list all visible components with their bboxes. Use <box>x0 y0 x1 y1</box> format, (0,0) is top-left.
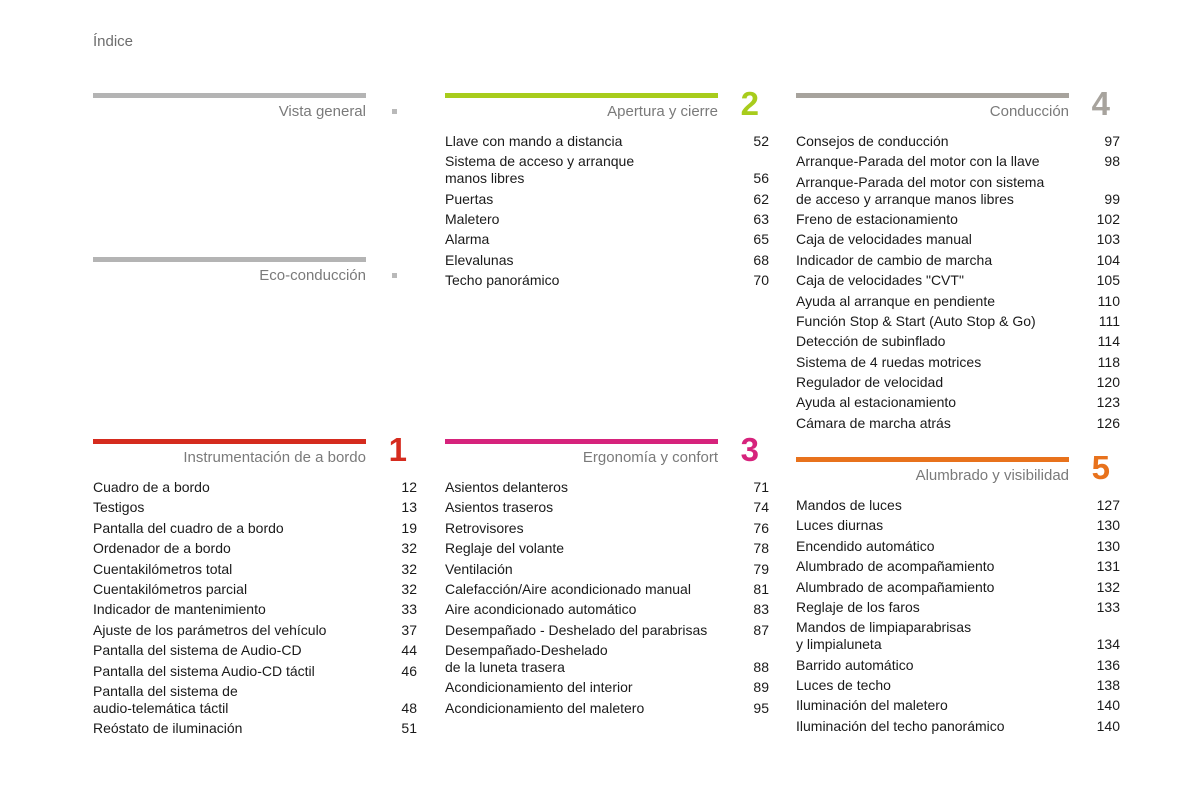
toc-entry-label: Caja de velocidades manual <box>796 231 972 248</box>
section-color-bar <box>445 93 718 98</box>
toc-entry-page: 52 <box>753 133 769 149</box>
toc-entry[interactable] <box>796 538 1120 558</box>
toc-entry-page: 12 <box>401 479 417 495</box>
section-color-bar <box>796 93 1069 98</box>
toc-entry-label: Caja de velocidades "CVT" <box>796 272 964 289</box>
toc-entry-page: 56 <box>753 170 769 187</box>
section-title: Ergonomía y confort <box>582 449 718 466</box>
toc-entry-page: 89 <box>753 679 769 696</box>
toc-entry-page: 118 <box>1097 353 1120 370</box>
toc-entry-page: 104 <box>1096 251 1120 268</box>
toc-entry[interactable] <box>93 622 417 642</box>
toc-entry[interactable] <box>796 153 1120 173</box>
toc-entry-label: Testigos <box>93 499 145 516</box>
toc-entry[interactable] <box>796 415 1120 435</box>
toc-entry-page: 138 <box>1096 676 1120 693</box>
toc-entry-label: Encendido automático <box>796 537 935 554</box>
toc-entry-label: Sistema de acceso y arranque manos libres <box>445 153 635 187</box>
toc-entry[interactable] <box>796 231 1120 251</box>
toc-entry-page: 132 <box>1096 578 1120 595</box>
section-color-bar <box>796 457 1069 462</box>
toc-entry-page: 32 <box>401 580 417 597</box>
toc-entry-label: Pantalla del sistema de audio-telemática táctil <box>93 682 238 716</box>
section-number: 4 <box>1091 85 1110 122</box>
toc-entry-label: Aire acondicionado automático <box>445 601 637 618</box>
toc-entry-label: Puertas <box>445 190 494 207</box>
toc-entry-label: Arranque-Parada del motor con la llave <box>796 153 1040 170</box>
section-title: Eco-conducción <box>259 267 366 284</box>
toc-entry-label: Reglaje de los faros <box>796 598 920 615</box>
section-color-bar <box>93 439 366 444</box>
toc-entry-label: Acondicionamiento del maletero <box>445 699 645 716</box>
toc-entry[interactable] <box>445 479 769 499</box>
toc-entry[interactable] <box>796 133 1120 153</box>
toc-entry-page: 95 <box>753 699 769 716</box>
toc-entry[interactable] <box>796 333 1120 353</box>
toc-entry-page: 105 <box>1096 272 1120 289</box>
section-header[interactable] <box>93 257 417 297</box>
toc-entry-label: Alarma <box>445 231 490 248</box>
toc-entry[interactable] <box>93 479 417 499</box>
toc-entry-page: 63 <box>753 210 769 227</box>
toc-entry-page: 97 <box>1104 133 1120 149</box>
section-header[interactable] <box>796 449 1120 497</box>
section-number: 5 <box>1091 449 1110 486</box>
toc-entry-label: Reóstato de iluminación <box>93 720 243 737</box>
toc-entry[interactable] <box>796 313 1120 333</box>
toc-entry-page: 140 <box>1096 717 1120 734</box>
section-number: 1 <box>388 431 407 468</box>
toc-entry-label: Ventilación <box>445 560 513 577</box>
section-apertura-y-cierre <box>445 85 769 293</box>
toc-entry-label: Luces diurnas <box>796 517 884 534</box>
toc-entry-label: Cámara de marcha atrás <box>796 414 951 431</box>
toc-entry-page: 99 <box>1104 190 1120 207</box>
section-header[interactable] <box>445 431 769 479</box>
toc-entry-label: Maletero <box>445 210 500 227</box>
toc-entry-page: 32 <box>401 540 417 557</box>
toc-entry-label: Indicador de cambio de marcha <box>796 251 993 268</box>
section-color-bar <box>445 439 718 444</box>
toc-entry-page: 68 <box>753 251 769 268</box>
section-instrumentacion <box>93 431 417 740</box>
toc-entry-page: 46 <box>401 662 417 679</box>
toc-entry[interactable] <box>445 252 769 272</box>
toc-entry[interactable] <box>445 191 769 211</box>
toc-entry[interactable] <box>796 374 1120 394</box>
toc-entry-label: Asientos traseros <box>445 499 554 516</box>
toc-entry[interactable] <box>445 622 769 642</box>
section-title: Alumbrado y visibilidad <box>915 467 1069 484</box>
toc-entry-page: 44 <box>401 642 417 659</box>
toc-entry-page: 120 <box>1096 374 1120 391</box>
toc-entry[interactable] <box>796 517 1120 537</box>
toc-entry-page: 103 <box>1096 231 1120 248</box>
toc-entry-page: 65 <box>753 231 769 248</box>
toc-entry[interactable] <box>93 561 417 581</box>
entry-list <box>93 479 417 740</box>
entry-list <box>796 497 1120 738</box>
toc-entry-page: 19 <box>401 519 417 536</box>
toc-entry-label: Ordenador de a bordo <box>93 540 231 557</box>
toc-entry[interactable] <box>796 354 1120 374</box>
toc-entry[interactable] <box>796 174 1120 211</box>
toc-entry-label: Función Stop & Start (Auto Stop & Go) <box>796 312 1036 329</box>
toc-entry-label: Techo panorámico <box>445 272 560 289</box>
toc-entry[interactable] <box>445 133 769 153</box>
toc-entry-page: 133 <box>1096 598 1120 615</box>
toc-entry-label: Retrovisores <box>445 519 524 536</box>
toc-entry[interactable] <box>796 579 1120 599</box>
toc-entry[interactable] <box>796 252 1120 272</box>
toc-entry[interactable] <box>796 558 1120 578</box>
toc-entry-label: Cuentakilómetros total <box>93 560 233 577</box>
toc-entry-label: Reglaje del volante <box>445 540 565 557</box>
toc-entry-label: Ayuda al estacionamiento <box>796 394 957 411</box>
section-color-bar <box>93 93 366 98</box>
section-number: 2 <box>740 85 759 122</box>
section-header[interactable] <box>445 85 769 133</box>
toc-entry[interactable] <box>93 663 417 683</box>
toc-entry-page: 87 <box>753 621 769 638</box>
toc-entry-label: Llave con mando a distancia <box>445 133 623 149</box>
toc-entry-page: 130 <box>1096 537 1120 554</box>
section-header[interactable] <box>93 93 417 133</box>
section-marker-icon <box>392 273 397 278</box>
toc-entry[interactable] <box>93 581 417 601</box>
toc-entry-page: 114 <box>1097 333 1120 350</box>
toc-entry-page: 131 <box>1096 558 1120 575</box>
toc-entry[interactable] <box>796 394 1120 414</box>
toc-entry[interactable] <box>796 211 1120 231</box>
toc-entry-page: 123 <box>1096 394 1120 411</box>
toc-entry-label: Calefacción/Aire acondicionado manual <box>445 580 691 597</box>
toc-entry[interactable] <box>445 231 769 251</box>
toc-entry-label: Cuentakilómetros parcial <box>93 580 248 597</box>
toc-entry[interactable] <box>796 657 1120 677</box>
section-marker-icon <box>392 109 397 114</box>
toc-entry[interactable] <box>445 153 769 190</box>
toc-entry-page: 126 <box>1096 414 1120 431</box>
toc-entry[interactable] <box>445 520 769 540</box>
toc-entry[interactable] <box>93 642 417 662</box>
toc-entry-label: Regulador de velocidad <box>796 374 944 391</box>
entry-list <box>445 133 769 293</box>
toc-entry[interactable] <box>796 272 1120 292</box>
toc-entry-label: Consejos de conducción <box>796 133 949 149</box>
section-color-bar <box>93 257 366 262</box>
toc-entry-page: 127 <box>1096 497 1120 513</box>
toc-entry[interactable] <box>93 720 417 740</box>
section-conduccion <box>796 85 1120 435</box>
toc-entry-label: Elevalunas <box>445 251 514 268</box>
toc-entry[interactable] <box>796 677 1120 697</box>
toc-entry[interactable] <box>445 499 769 519</box>
toc-entry[interactable] <box>93 499 417 519</box>
toc-entry-page: 13 <box>401 499 417 516</box>
toc-entry[interactable] <box>445 561 769 581</box>
toc-entry-label: Sistema de 4 ruedas motrices <box>796 353 982 370</box>
toc-entry-label: Asientos delanteros <box>445 479 568 495</box>
toc-entry-label: Freno de estacionamiento <box>796 210 958 227</box>
toc-entry-label: Detección de subinflado <box>796 333 946 350</box>
toc-entry-page: 81 <box>753 580 769 597</box>
section-title: Vista general <box>278 103 366 120</box>
section-alumbrado-y-visibilidad <box>796 449 1120 738</box>
toc-entry-label: Ayuda al arranque en pendiente <box>796 292 996 309</box>
page-title: Índice <box>93 33 134 50</box>
toc-entry-label: Pantalla del cuadro de a bordo <box>93 519 284 536</box>
toc-entry[interactable] <box>796 697 1120 717</box>
toc-entry[interactable] <box>445 581 769 601</box>
toc-entry-label: Ajuste de los parámetros del vehículo <box>93 621 327 638</box>
toc-entry-page: 71 <box>753 479 769 495</box>
toc-entry-label: Barrido automático <box>796 656 914 673</box>
toc-entry[interactable] <box>445 601 769 621</box>
toc-entry-page: 134 <box>1096 636 1120 653</box>
toc-entry[interactable] <box>796 599 1120 619</box>
section-eco-conduccion <box>93 257 417 297</box>
toc-entry-page: 110 <box>1097 292 1120 309</box>
toc-entry-page: 76 <box>753 519 769 536</box>
toc-entry-page: 83 <box>753 601 769 618</box>
toc-entry-label: Mandos de limpiaparabrisas y limpialuneta <box>796 619 972 653</box>
toc-entry-label: Indicador de mantenimiento <box>93 601 266 618</box>
toc-entry[interactable] <box>445 211 769 231</box>
toc-entry[interactable] <box>796 497 1120 517</box>
toc-entry-page: 62 <box>753 190 769 207</box>
toc-entry-page: 130 <box>1096 517 1120 534</box>
toc-entry[interactable] <box>93 601 417 621</box>
toc-entry-page: 48 <box>401 699 417 716</box>
toc-entry[interactable] <box>93 683 417 720</box>
toc-entry-label: Mandos de luces <box>796 497 902 513</box>
toc-entry-page: 88 <box>753 658 769 675</box>
toc-entry[interactable] <box>445 679 769 699</box>
section-title: Apertura y cierre <box>607 103 718 120</box>
toc-entry-page: 111 <box>1098 312 1120 329</box>
toc-entry[interactable] <box>445 700 769 720</box>
toc-entry-label: Alumbrado de acompañamiento <box>796 578 995 595</box>
toc-entry[interactable] <box>93 520 417 540</box>
section-title: Instrumentación de a bordo <box>183 449 366 466</box>
toc-entry[interactable] <box>796 718 1120 738</box>
section-header[interactable] <box>796 85 1120 133</box>
toc-entry-label: Desempañado - Deshelado del parabrisas <box>445 621 708 638</box>
toc-entry-label: Iluminación del techo panorámico <box>796 717 1005 734</box>
toc-entry-page: 136 <box>1096 656 1120 673</box>
toc-entry-label: Luces de techo <box>796 676 891 693</box>
toc-entry[interactable] <box>445 272 769 292</box>
section-vista-general <box>93 93 417 133</box>
section-number: 3 <box>740 431 759 468</box>
toc-entry-page: 70 <box>753 272 769 289</box>
toc-entry-page: 140 <box>1096 697 1120 714</box>
section-header[interactable] <box>93 431 417 479</box>
toc-entry-label: Alumbrado de acompañamiento <box>796 558 995 575</box>
toc-entry[interactable] <box>796 293 1120 313</box>
toc-entry-label: Iluminación del maletero <box>796 697 948 714</box>
toc-entry-label: Pantalla del sistema Audio-CD táctil <box>93 662 315 679</box>
toc-entry-label: Acondicionamiento del interior <box>445 679 633 696</box>
toc-entry[interactable] <box>796 619 1120 656</box>
section-ergonomia-y-confort <box>445 431 769 720</box>
toc-entry-page: 33 <box>401 601 417 618</box>
toc-entry-page: 98 <box>1104 153 1120 170</box>
toc-entry-page: 74 <box>753 499 769 516</box>
toc-entry-page: 37 <box>401 621 417 638</box>
toc-entry-page: 51 <box>401 720 417 737</box>
toc-entry-label: Desempañado-Deshelado de la luneta trasera <box>445 642 608 675</box>
toc-entry-page: 79 <box>753 560 769 577</box>
toc-entry-label: Cuadro de a bordo <box>93 479 210 495</box>
toc-entry[interactable] <box>93 540 417 560</box>
section-title: Conducción <box>989 103 1069 120</box>
toc-entry-page: 102 <box>1096 210 1120 227</box>
toc-entry-label: Arranque-Parada del motor con sistema de acceso y arranque manos libres <box>796 173 1045 207</box>
toc-entry-page: 78 <box>753 540 769 557</box>
entry-list <box>796 133 1120 435</box>
entry-list <box>445 479 769 720</box>
toc-entry-label: Pantalla del sistema de Audio-CD <box>93 642 302 659</box>
toc-entry[interactable] <box>445 642 769 679</box>
toc-entry[interactable] <box>445 540 769 560</box>
toc-entry-page: 32 <box>401 560 417 577</box>
